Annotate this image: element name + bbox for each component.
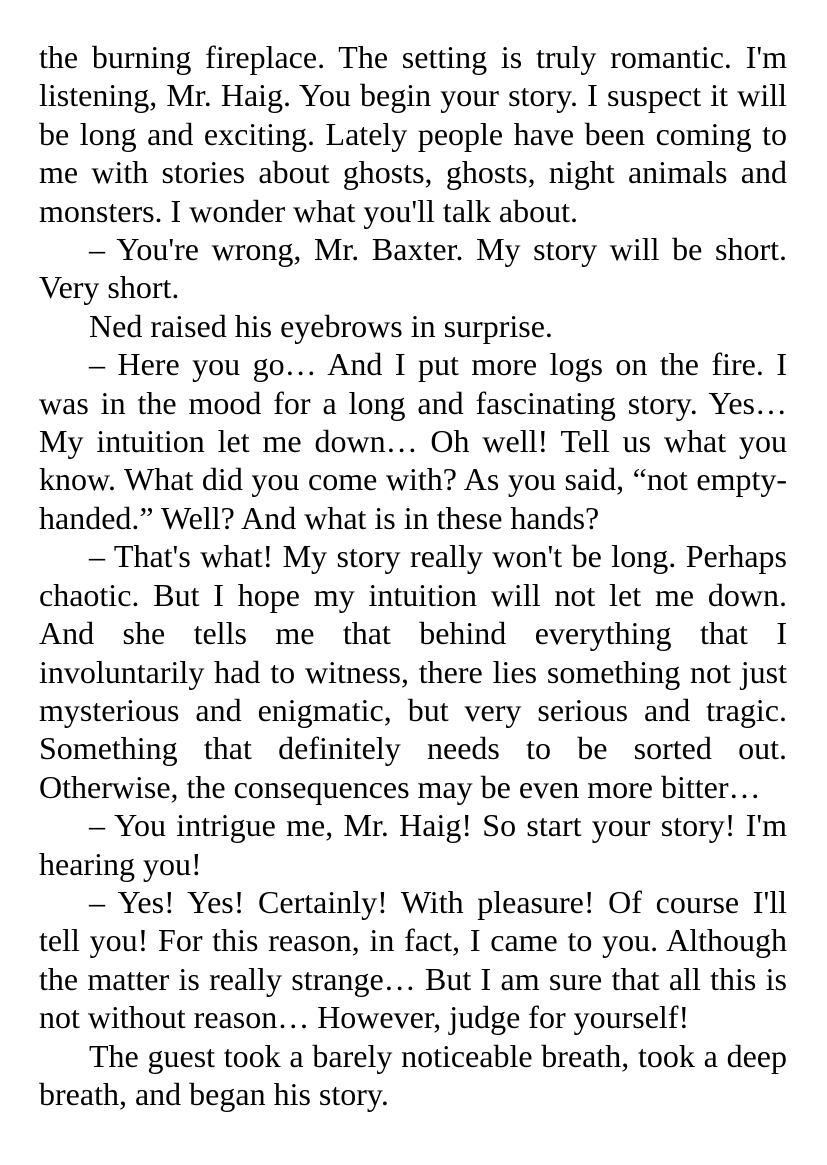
paragraph-dialogue: – Here you go… And I put more logs on the fire. I was in the mood for a long and fascinating story. Yes… My intuition let me down… Oh well! Tell us what you know. What did you come with? As you said, “not empty-handed.” Well? And what is in these hands? xyxy=(39,346,787,536)
paragraph-continuation: the burning fireplace. The setting is truly romantic. I'm listening, Mr. Haig. You begin your story. I suspect it will be long and exciting. Lately people have been coming to me with stories about ghosts, ghosts, night animals and monsters. I wonder what you'll talk about. xyxy=(39,39,787,229)
paragraph-dialogue: – Yes! Yes! Certainly! With pleasure! Of course I'll tell you! For this reason, in fact, I came to you. Although the matter is really strange… But I am sure that all this is not without reason… However, judge for yourself! xyxy=(39,883,787,1036)
paragraph-narration: The guest took a barely noticeable breath, took a deep breath, and began his story. xyxy=(39,1037,787,1112)
paragraph-dialogue: – You intrigue me, Mr. Haig! So start your story! I'm hearing you! xyxy=(39,807,787,882)
paragraph-dialogue: – You're wrong, Mr. Baxter. My story will be short. Very short. xyxy=(39,231,787,306)
page-text xyxy=(39,38,787,1113)
paragraph-dialogue: – That's what! My story really won't be long. Perhaps chaotic. But I hope my intuition will not let me down. And she tells me that behind everything that I involuntarily had to witness, there lies something not just mysterious and enigmatic, but very serious and tragic. Something that definitely needs to be sorted out. Otherwise, the consequences may be even more bitter… xyxy=(39,538,787,805)
paragraph-narration: Ned raised his eyebrows in surprise. xyxy=(89,307,553,344)
